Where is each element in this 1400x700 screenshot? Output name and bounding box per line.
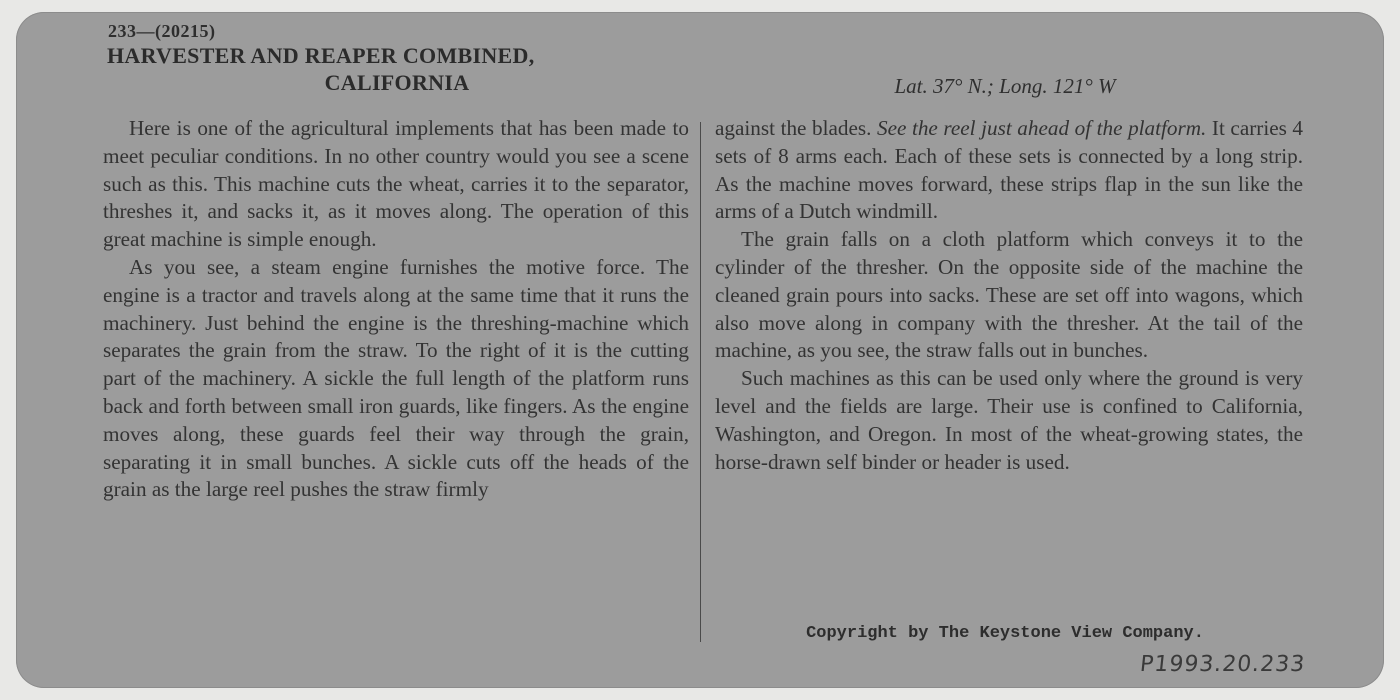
right-paragraph-2: Such machines as this can be used only where the ground is very level and the fields are large. Their use is confined to California, Washington, and Oregon. In most of the wheat-growing states, the horse-drawn self binder or header is used.: [715, 366, 1303, 474]
continuation-italic: See the reel just ahead of the platform.: [877, 116, 1207, 140]
right-continuation: [715, 115, 1303, 226]
coordinates: Lat. 37° N.; Long. 121° W: [894, 74, 1116, 98]
accession-number: P1993.20.233: [1138, 652, 1307, 677]
left-paragraph-2: As you see, a steam engine furnishes the motive force. The engine is a tractor and travels along at the same time that it runs the machinery. Just behind the engine is the threshing-machine which separates the grain from the straw. To the right of it is the cutting part of the machinery. A sickle the full length of the platform runs back and forth between small iron guards, like fingers. As the engine moves along, these guards feel their way through the grain, separating it in small bunches. A sickle cuts off the heads of the grain as the large reel pushes the straw firmly: [103, 254, 689, 502]
title-line-2: CALIFORNIA: [324, 70, 470, 95]
right-paragraph-1: The grain falls on a cloth platform which conveys it to the cylinder of the thresher. On the opposite side of the machine the cleaned grain pours into sacks. These are set off into wagons, which also move along in company with the thresher. At the tail of the machine, as you see, the straw falls out in bunches.: [715, 227, 1303, 363]
continuation-start: against the blades.: [715, 116, 872, 140]
left-column: [103, 115, 689, 504]
copyright-line: Copyright by The Keystone View Company.: [806, 624, 1204, 643]
continuation-rest: It carries 4 sets of 8 arms each. Each of these sets is connected by a long strip. As the machine moves forward, these strips flap in the sun like the arms of a Dutch windmill.: [715, 116, 1304, 224]
right-column: [715, 115, 1303, 476]
title-line-1: HARVESTER AND REAPER COMBINED,: [107, 43, 535, 68]
catalog-number: 233—(20215): [108, 21, 216, 41]
left-paragraph-1: Here is one of the agricultural implements that has been made to meet peculiar conditions. In no other country would you see a scene such as this. This machine cuts the wheat, carries it to the separator, threshes it, and sacks it, as it moves along. The operation of this great machine is simple enough.: [103, 116, 689, 252]
column-divider: [700, 122, 701, 642]
